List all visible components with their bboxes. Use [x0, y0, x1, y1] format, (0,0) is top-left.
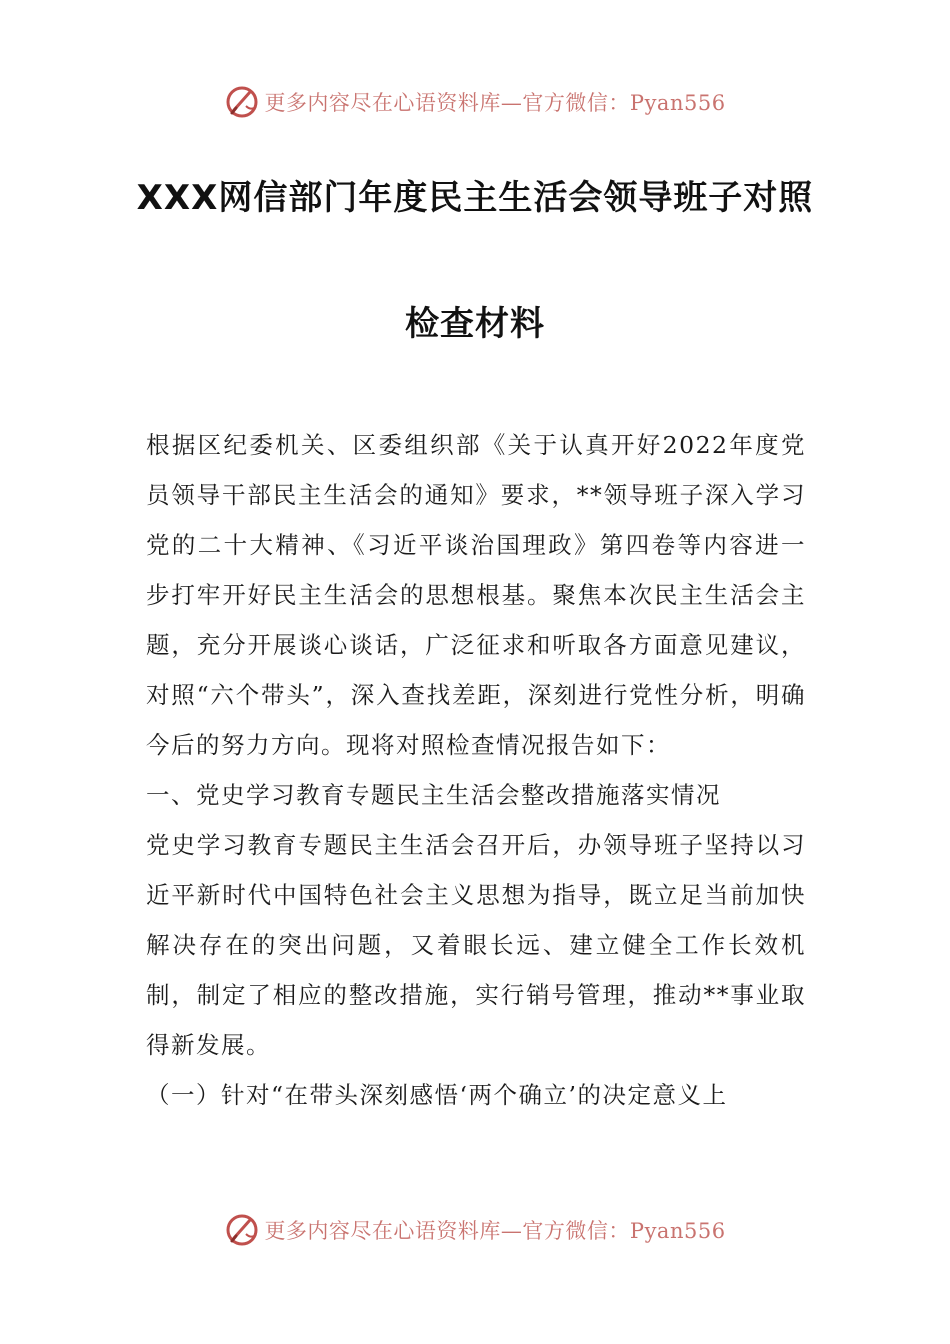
- document-title-line1: XXX网信部门年度民主生活会领导班子对照: [136, 178, 814, 218]
- watermark-text: 更多内容尽在心语资料库—官方微信：Pyan556: [264, 91, 726, 115]
- document-body: [146, 420, 806, 1120]
- watermark-banner-top: [0, 80, 950, 124]
- watermark-text: 更多内容尽在心语资料库—官方微信：Pyan556: [264, 1219, 726, 1243]
- pen-logo-icon: [224, 1212, 260, 1248]
- document-title-line2: 检查材料: [405, 304, 545, 344]
- section1-paragraph: 党史学习教育专题民主生活会召开后，办领导班子坚持以习近平新时代中国特色社会主义思想为指导，既立足当前加快解决存在的突出问题，又着眼长远、建立健全工作长效机制，制定了相应的整改措施，实行销号管理，推动**事业取得新发展。: [146, 831, 806, 1059]
- section1-heading: 一、党史学习教育专题民主生活会整改措施落实情况: [146, 781, 721, 809]
- watermark-banner-bottom: [0, 1208, 950, 1252]
- subsection1-heading: （一）针对“在带头深刻感悟‘两个确立’的决定意义上: [146, 1081, 728, 1109]
- intro-paragraph: 根据区纪委机关、区委组织部《关于认真开好2022年度党员领导干部民主生活会的通知》要求，**领导班子深入学习党的二十大精神、《习近平谈治国理政》第四卷等内容进一步打牢开好民主生活会的思想根基。聚焦本次民主生活会主题，充分开展谈心谈话，广泛征求和听取各方面意见建议，对照“六个带头”，深入查找差距，深刻进行党性分析，明确今后的努力方向。现将对照检查情况报告如下：: [146, 431, 806, 759]
- pen-logo-icon: [224, 84, 260, 120]
